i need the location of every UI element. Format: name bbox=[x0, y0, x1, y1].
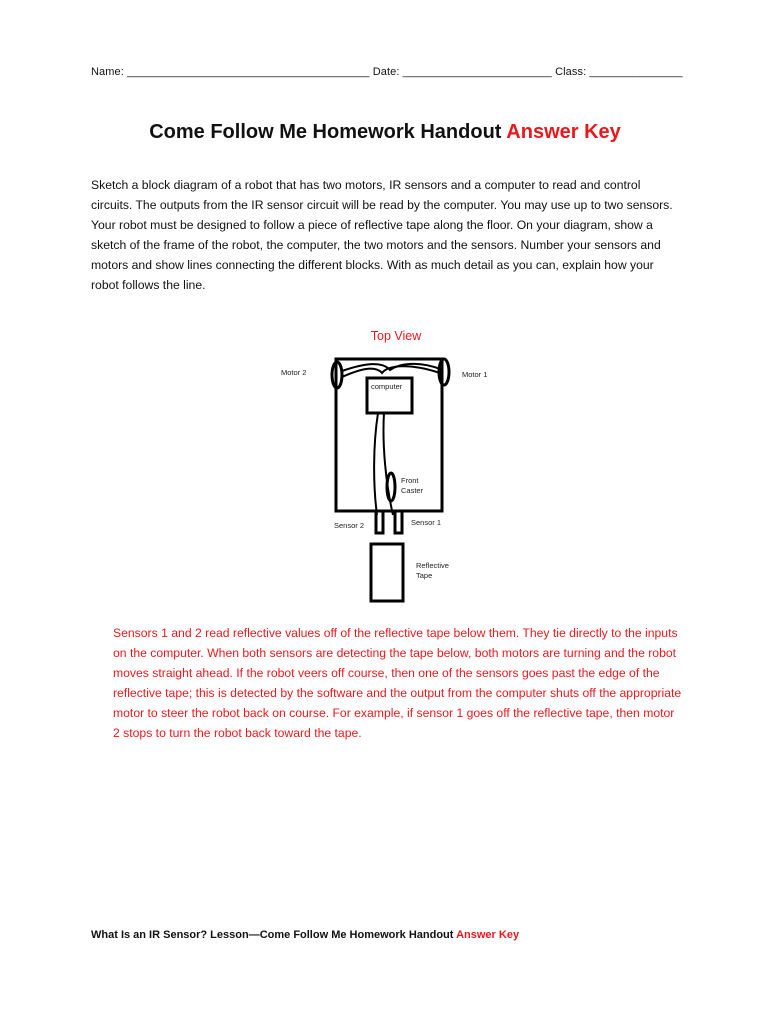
title-main: Come Follow Me Homework Handout bbox=[149, 121, 502, 143]
motor-1-wheel bbox=[439, 359, 449, 385]
page-footer bbox=[91, 929, 711, 941]
front-caster-label-2: Caster bbox=[401, 486, 424, 495]
motor-2-label: Motor 2 bbox=[281, 368, 307, 377]
front-caster bbox=[387, 473, 395, 501]
motor-wires bbox=[342, 366, 440, 377]
front-caster-label-1: Front bbox=[401, 476, 419, 485]
class-blank: _______________ bbox=[589, 66, 683, 78]
date-blank: ________________________ bbox=[402, 66, 552, 78]
robot-diagram bbox=[270, 355, 510, 605]
page-title bbox=[0, 121, 770, 144]
sensor-1-block bbox=[395, 511, 402, 533]
reflective-tape bbox=[371, 544, 403, 601]
header-fields bbox=[91, 66, 691, 78]
name-blank: _______________________________________ bbox=[127, 66, 370, 78]
tape-label-1: Reflective bbox=[416, 561, 449, 570]
class-label: Class: bbox=[555, 66, 587, 78]
sensor-2-label: Sensor 2 bbox=[334, 521, 365, 530]
diagram-heading: Top View bbox=[370, 329, 422, 343]
title-answer-key: Answer Key bbox=[506, 121, 621, 143]
computer-label: computer bbox=[371, 382, 403, 391]
footer-answer-key: Answer Key bbox=[456, 929, 520, 941]
motor-1-label: Motor 1 bbox=[462, 370, 488, 379]
tape-label-2: Tape bbox=[416, 571, 433, 580]
sensor-1-label: Sensor 1 bbox=[411, 518, 442, 527]
name-label: Name: bbox=[91, 66, 124, 78]
answer-paragraph: Sensors 1 and 2 read reflective values off of the reflective tape below them. They tie directly to the inputs on the computer. When both sensors are detecting the tape below, both motors are turning and the robot moves straight ahead. If the robot veers off course, then one of the sensors goes past the edge of the reflective tape; this is detected by the software and the output from the computer shuts off the appropriate motor to steer the robot back on course. For example, if sensor 1 goes off the reflective tape, then motor 2 stops to turn the robot back toward the tape. bbox=[113, 626, 682, 740]
sensor-2-block bbox=[376, 511, 383, 533]
date-label: Date: bbox=[372, 66, 400, 78]
instructions-paragraph: Sketch a block diagram of a robot that has two motors, IR sensors and a computer to read and control circuits. The outputs from the IR sensor circuit will be read by the computer. You may use up to two sensors. Your robot must be designed to follow a piece of reflective tape along the floor. On your diagram, show a sketch of the frame of the robot, the computer, the two motors and the sensors. Number your sensors and motors and show lines connecting the different blocks. With as much detail as you can, explain how your robot follows the line. bbox=[91, 178, 673, 292]
footer-main: What Is an IR Sensor? Lesson—Come Follow Me Homework Handout bbox=[91, 929, 454, 941]
sensor-wires bbox=[374, 413, 378, 515]
